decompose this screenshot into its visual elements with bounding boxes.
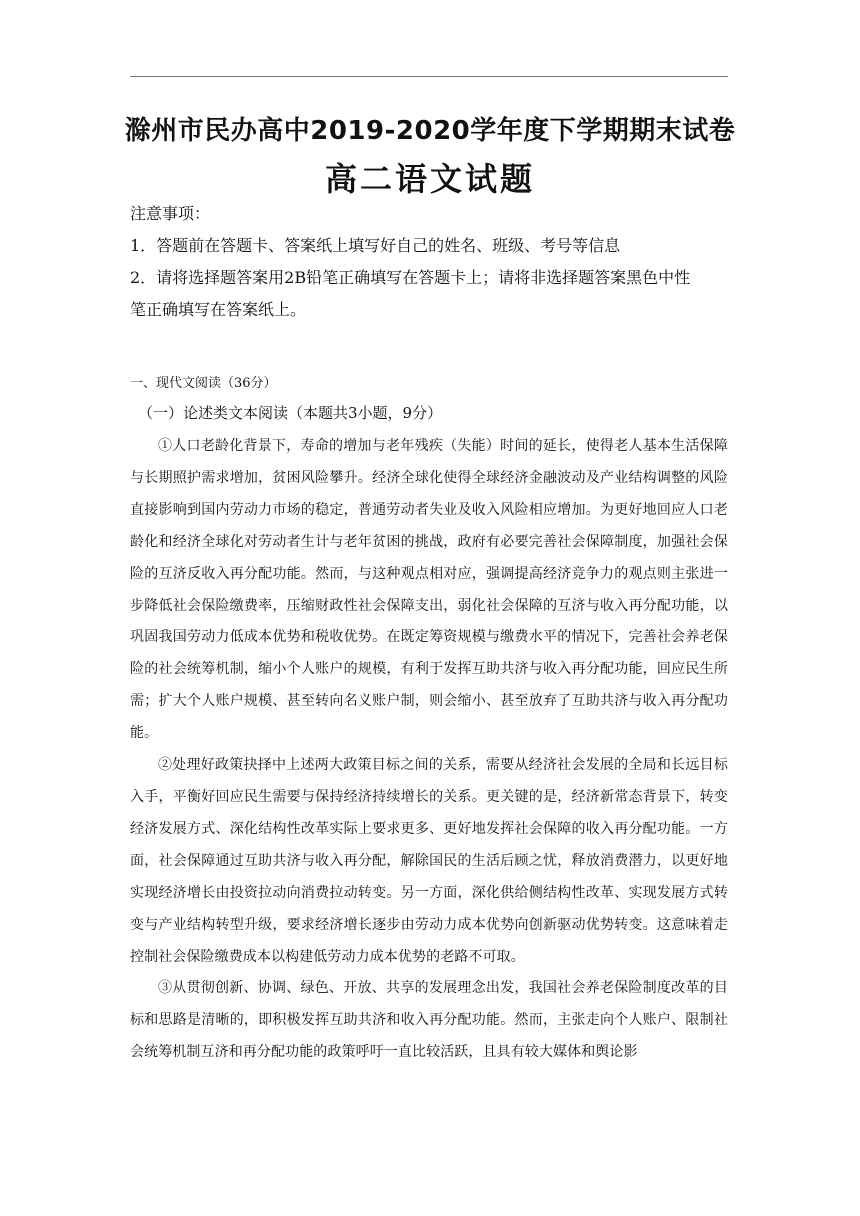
paragraph-3: ③从贯彻创新、协调、绿色、开放、共享的发展理念出发，我国社会养老保险制度改革的目标和思路是清晰的，即积极发挥互助共济和收入再分配功能。然而，主张走向个人账户、限制社会统筹机制互济和再分配功能的政策呼吁一直比较活跃，且具有较大媒体和舆论影 [130, 980, 728, 1061]
exam-subtitle: 高二语文试题 [324, 160, 535, 198]
notes-item: 笔正确填写在答案纸上。 [130, 300, 307, 319]
paragraph-2: ②处理好政策抉择中上述两大政策目标之间的关系，需要从经济社会发展的全局和长远目标入手，平衡好回应民生需要与保持经济持续增长的关系。更关键的是，经济新常态背景下，转变经济发展方式、深化结构性改革实际上要求更多、更好地发挥社会保障的收入再分配功能。一方面，社会保障通过互助共济与收入再分配，解除国民的生活后顾之忧，释放消费潜力，以更好地实现经济增长由投资拉动向消费拉动转变。另一方面，深化供给侧结构性改革、实现发展方式转变与产业结构转型升级，要求经济增长逐步由劳动力成本优势向创新驱动优势转变。这意味着走控制社会保险缴费成本以构建低劳动力成本优势的老路不可取。 [130, 757, 728, 965]
section-heading: 一、现代文阅读（36分） [130, 376, 277, 391]
notes-heading: 注意事项： [130, 204, 211, 223]
notes-item: 1．答题前在答题卡、答案纸上填写好自己的姓名、班级、考号等信息 [130, 236, 621, 255]
subsection-heading: （一）论述类文本阅读（本题共3小题，9分） [138, 404, 443, 422]
reading-passage [130, 431, 728, 1069]
exam-title: 滁州市民办高中2019-2020学年度下学期期末试卷 [124, 116, 736, 146]
notes-item: 2．请将选择题答案用2B铅笔正确填写在答题卡上；请将非选择题答案黑色中性 [130, 268, 691, 287]
header-rule [130, 76, 728, 77]
notes-block [130, 198, 730, 326]
paragraph-1: ①人口老龄化背景下，寿命的增加与老年残疾（失能）时间的延长，使得老人基本生活保障与长期照护需求增加，贫困风险攀升。经济全球化使得全球经济金融波动及产业结构调整的风险直接影响到国内劳动力市场的稳定，普通劳动者失业及收入风险相应增加。为更好地回应人口老龄化和经济全球化对劳动者生计与老年贫困的挑战，政府有必要完善社会保障制度，加强社会保险的互济反收入再分配功能。然而，与这种观点相对应，强调提高经济竞争力的观点则主张进一步降低社会保险缴费率，压缩财政性社会保障支出，弱化社会保障的互济与收入再分配功能，以巩固我国劳动力低成本优势和税收优势。在既定筹资规模与缴费水平的情况下，完善社会养老保险的社会统筹机制，缩小个人账户的规模，有利于发挥互助共济与收入再分配功能，回应民生所需；扩大个人账户规模、甚至转向名义账户制，则会缩小、甚至放弃了互助共济与收入再分配功能。 [130, 438, 728, 742]
